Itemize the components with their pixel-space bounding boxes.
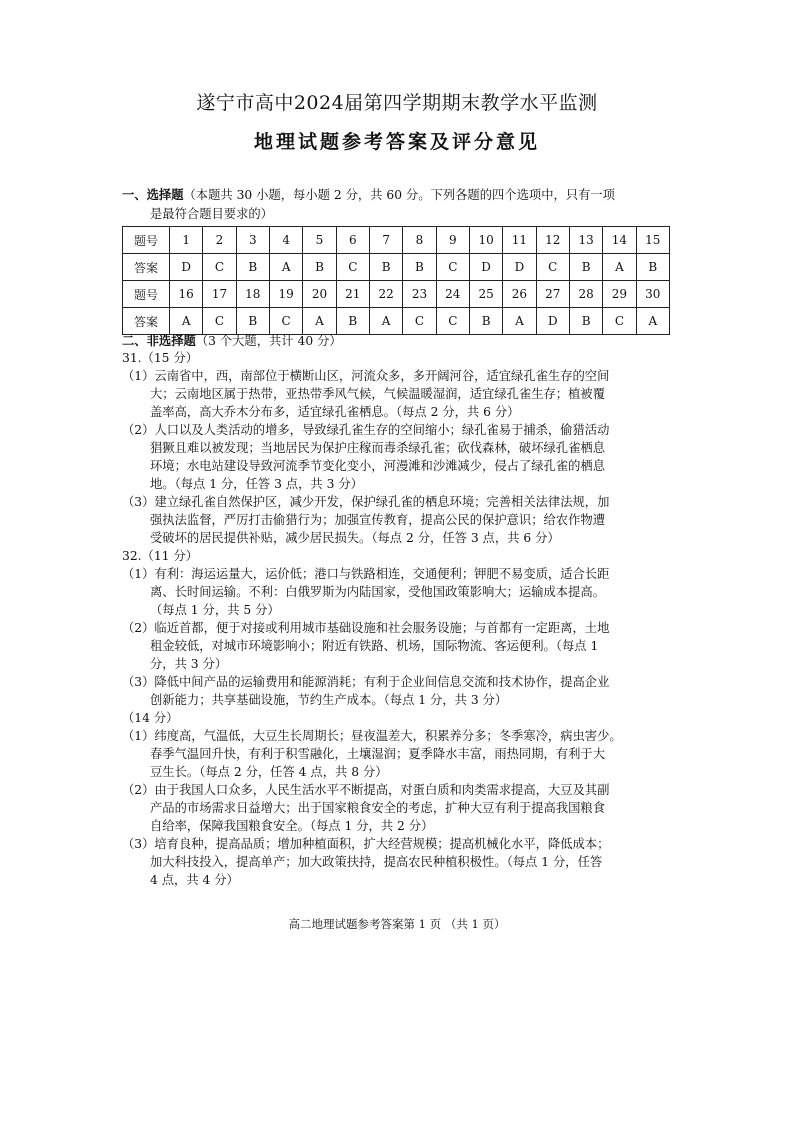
section1-heading: 一、选择题 (122, 187, 184, 202)
q31-p2-line: 猖獗且难以被发现；当地居民为保护庄稼而毒杀绿孔雀；砍伐森林，破坏绿孔雀栖息 (150, 441, 605, 455)
q31-p1-line: （1）云南省中，西，南部位于横断山区，河流众多，多开阔河谷，适宜绿孔雀生存的空间 (122, 369, 610, 383)
answer-table-row-label: 答案 (123, 308, 170, 335)
answer-table-cell: 2 (203, 227, 236, 254)
answer-table-cell: D (503, 254, 536, 281)
answer-table-cell: 4 (269, 227, 302, 254)
q33-p2-line: （2）由于我国人口众多，人民生活水平不断提高，对蛋白质和肉类需求提高，大豆及其副 (122, 783, 610, 797)
answer-table-cell: 23 (403, 281, 436, 308)
q32-p1-line: 离、长时间运输。不利：白俄罗斯为内陆国家，受他国政策影响大；运输成本提高。 (150, 585, 605, 599)
q32-p2-line: 分，共 3 分） (150, 657, 228, 671)
answer-table-cell: B (636, 254, 669, 281)
answer-table-cell: D (469, 254, 502, 281)
q33-p3-line: （3）培育良种，提高品质；增加种植面积，扩大经营规模；提高机械化水平，降低成本； (122, 837, 610, 851)
answer-table-cell: B (569, 308, 602, 335)
answer-table-cell: 26 (503, 281, 536, 308)
answer-table-cell: 1 (170, 227, 203, 254)
q31-p1-line: 盖率高，高大乔木分布多，适宜绿孔雀栖息。（每点 2 分，共 6 分） (150, 405, 520, 419)
q32-p2-line: （2）临近首都，便于对接或利用城市基础设施和社会服务设施；与首都有一定距离，土地 (122, 621, 610, 635)
answer-table-cell: 30 (636, 281, 669, 308)
q32-p2-line: 租金较低，对城市环境影响小；附近有铁路、机场，国际物流、客运便利。（每点 1 (150, 639, 599, 653)
answer-table-cell: B (469, 308, 502, 335)
answer-table-cell: A (303, 308, 336, 335)
section1-desc-cont: 是最符合题目要求的） (150, 207, 273, 221)
answer-table-cell: 12 (536, 227, 569, 254)
answer-table-row (123, 308, 670, 335)
answer-table-row (123, 281, 670, 308)
answer-table-cell: B (236, 254, 269, 281)
q33-p2-line: 自给率，保障我国粮食安全。（每点 1 分，共 2 分） (150, 819, 434, 833)
answer-table-row (123, 227, 670, 254)
section1-header (122, 187, 615, 203)
answer-table-cell: A (636, 308, 669, 335)
page-title: 遂宁市高中2024届第四学期期末教学水平监测 (196, 92, 598, 114)
answer-table-cell: B (236, 308, 269, 335)
answer-table-cell: C (269, 308, 302, 335)
q31-p2-line: 地。（每点 1 分，任答 3 点，共 3 分） (150, 477, 363, 491)
answer-table-cell: 27 (536, 281, 569, 308)
answer-table-cell: 6 (336, 227, 369, 254)
answer-table-cell: 13 (569, 227, 602, 254)
answer-table-row-label: 答案 (123, 254, 170, 281)
answer-table-cell: C (436, 308, 469, 335)
answer-table-cell: 22 (369, 281, 402, 308)
q31-p3-line: 强执法监督，严厉打击偷猎行为；加强宣传教育，提高公民的保护意识；给农作物遭 (150, 513, 605, 527)
page-subtitle: 地理试题参考答案及评分意见 (253, 131, 540, 153)
answer-table-row-label: 题号 (123, 281, 170, 308)
answer-table-cell: B (336, 308, 369, 335)
answer-table-cell: C (336, 254, 369, 281)
section1-desc: （本题共 30 小题，每小题 2 分，共 60 分。下列各题的四个选项中，只有一项 (183, 188, 615, 202)
answer-table (122, 226, 670, 335)
q32-header: 32.（11 分） (122, 549, 199, 563)
section2-desc: （3 个大题，共计 40 分） (195, 334, 342, 348)
answer-table-cell: 25 (469, 281, 502, 308)
section2-heading: 二、非选择题 (122, 333, 196, 348)
answer-table-cell: B (403, 254, 436, 281)
q33-p1-line: （1）纬度高，气温低，大豆生长周期长；昼夜温差大，积累养分多；冬季寒冷，病虫害少。 (122, 729, 622, 743)
answer-table-cell: 19 (269, 281, 302, 308)
answer-table-cell: A (369, 308, 402, 335)
answer-table-cell: A (503, 308, 536, 335)
answer-table-cell: B (569, 254, 602, 281)
answer-table-cell: C (603, 308, 636, 335)
answer-table-cell: 11 (503, 227, 536, 254)
q32-p1-line: （1）有利：海运运量大，运价低；港口与铁路相连，交通便利；钾肥不易变质，适合长距 (122, 567, 610, 581)
answer-table-cell: 9 (436, 227, 469, 254)
answer-table-cell: 14 (603, 227, 636, 254)
answer-table-row (123, 254, 670, 281)
q32-p3-line: 创新能力；共享基础设施，节约生产成本。（每点 1 分，共 3 分） (150, 693, 508, 707)
answer-table-cell: 21 (336, 281, 369, 308)
page-footer: 高二地理试题参考答案第 1 页 （共 1 页） (288, 917, 506, 931)
answer-table-row-label: 题号 (123, 227, 170, 254)
answer-table-cell: A (170, 308, 203, 335)
answer-table-cell: B (303, 254, 336, 281)
answer-table-cell: C (403, 308, 436, 335)
q33-p3-line: 4 点，共 4 分） (150, 873, 239, 887)
answer-table-cell: 8 (403, 227, 436, 254)
answer-table-cell: B (369, 254, 402, 281)
answer-table-cell: 15 (636, 227, 669, 254)
q31-p3-line: 受破坏的居民提供补贴，减少居民损失。（每点 2 分，任答 3 点，共 6 分） (150, 531, 560, 545)
q31-p3-line: （3）建立绿孔雀自然保护区，减少开发，保护绿孔雀的栖息环境；完善相关法律法规，加 (122, 495, 610, 509)
section2-header (122, 333, 342, 349)
answer-table-cell: 28 (569, 281, 602, 308)
answer-table-cell: C (436, 254, 469, 281)
q32-p3-line: （3）降低中间产品的运输费用和能源消耗；有利于企业间信息交流和技术协作，提高企业 (122, 675, 610, 689)
q31-p2-line: （2）人口以及人类活动的增多，导致绿孔雀生存的空间缩小；绿孔雀易于捕杀，偷猎活动 (122, 423, 610, 437)
answer-table-cell: D (536, 308, 569, 335)
answer-table-cell: 3 (236, 227, 269, 254)
answer-table-cell: 29 (603, 281, 636, 308)
answer-table-cell: 16 (170, 281, 203, 308)
answer-table-cell: C (536, 254, 569, 281)
q33-p1-line: 春季气温回升快，有利于积雪融化，土壤湿润；夏季降水丰富，雨热同期，有利于大 (150, 747, 605, 761)
q33-p3-line: 加大科技投入，提高单产；加大政策扶持，提高农民种植积极性。（每点 1 分，任答 (150, 855, 603, 869)
q33-p1-line: 豆生长。（每点 2 分，任答 4 点，共 8 分） (150, 765, 388, 779)
q32-p1-line: （每点 1 分，共 5 分） (150, 603, 280, 617)
q33-p2-line: 产品的市场需求日益增大；出于国家粮食安全的考虑，扩种大豆有利于提高我国粮食 (150, 801, 605, 815)
q31-p1-line: 大；云南地区属于热带，亚热带季风气候，气候温暖湿润，适宜绿孔雀生存；植被覆 (150, 387, 605, 401)
answer-table-cell: 20 (303, 281, 336, 308)
answer-table-cell: 24 (436, 281, 469, 308)
answer-table-cell: A (269, 254, 302, 281)
q31-p2-line: 环境；水电站建设导致河流季节变化变小，河漫滩和沙滩减少，侵占了绿孔雀的栖息 (150, 459, 605, 473)
answer-table-cell: 17 (203, 281, 236, 308)
answer-table-cell: D (170, 254, 203, 281)
answer-table-cell: 5 (303, 227, 336, 254)
answer-table-cell: 10 (469, 227, 502, 254)
answer-table-cell: C (203, 254, 236, 281)
q31-header: 31.（15 分） (122, 351, 199, 365)
q33-header: （14 分） (122, 711, 179, 725)
answer-table-cell: C (203, 308, 236, 335)
answer-table-cell: A (603, 254, 636, 281)
answer-table-cell: 7 (369, 227, 402, 254)
answer-table-cell: 18 (236, 281, 269, 308)
